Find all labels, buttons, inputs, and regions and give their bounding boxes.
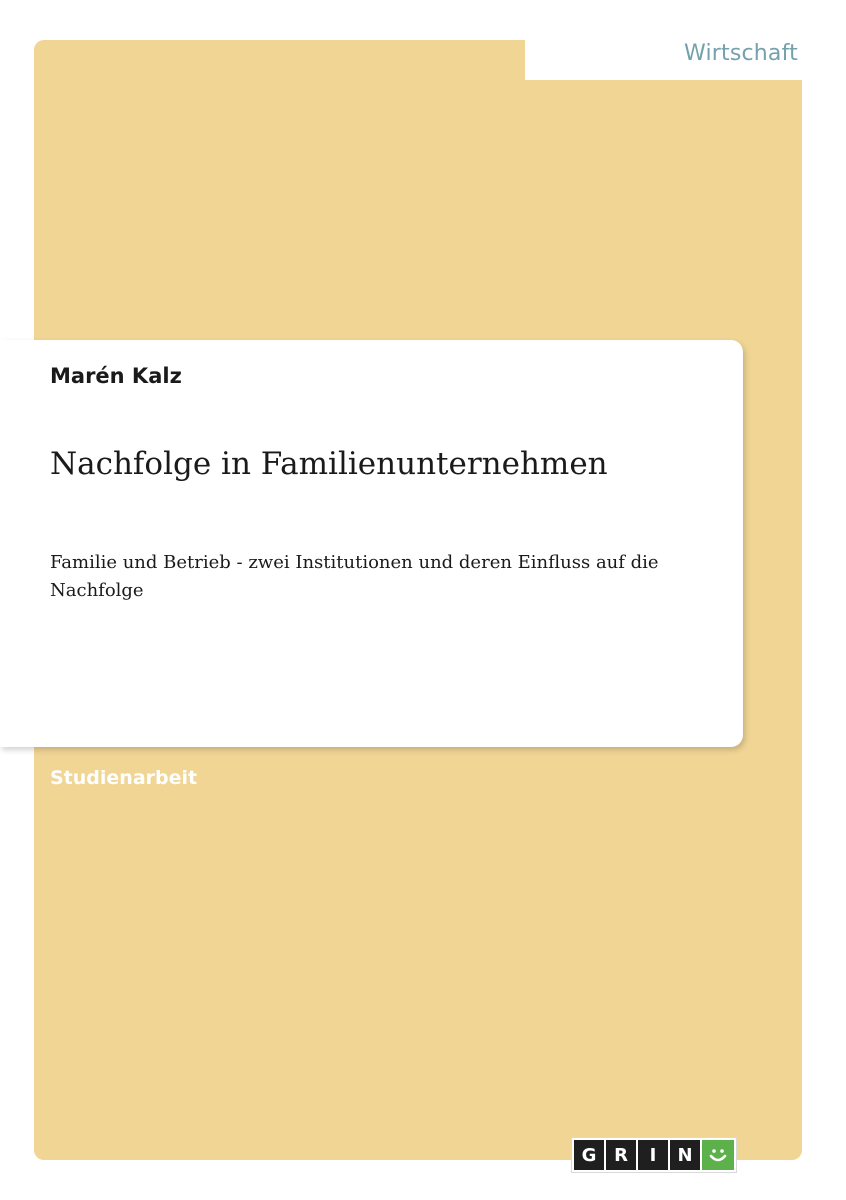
author-name: Marén Kalz xyxy=(50,364,182,388)
book-subtitle: Familie und Betrieb - zwei Institutionen und deren Einfluss auf die Nachfolge xyxy=(50,552,659,601)
publisher-logo xyxy=(572,1138,736,1172)
smiley-icon xyxy=(702,1140,734,1170)
logo-letter-r: R xyxy=(606,1140,636,1170)
logo-letter-i: I xyxy=(638,1140,668,1170)
category-label: Wirtschaft xyxy=(683,41,798,66)
book-title: Nachfolge in Familienunternehmen xyxy=(50,446,608,482)
title-card xyxy=(0,340,743,747)
logo-letter-g: G xyxy=(574,1140,604,1170)
logo-letter-n: N xyxy=(670,1140,700,1170)
series-label: Studienarbeit xyxy=(50,767,198,789)
